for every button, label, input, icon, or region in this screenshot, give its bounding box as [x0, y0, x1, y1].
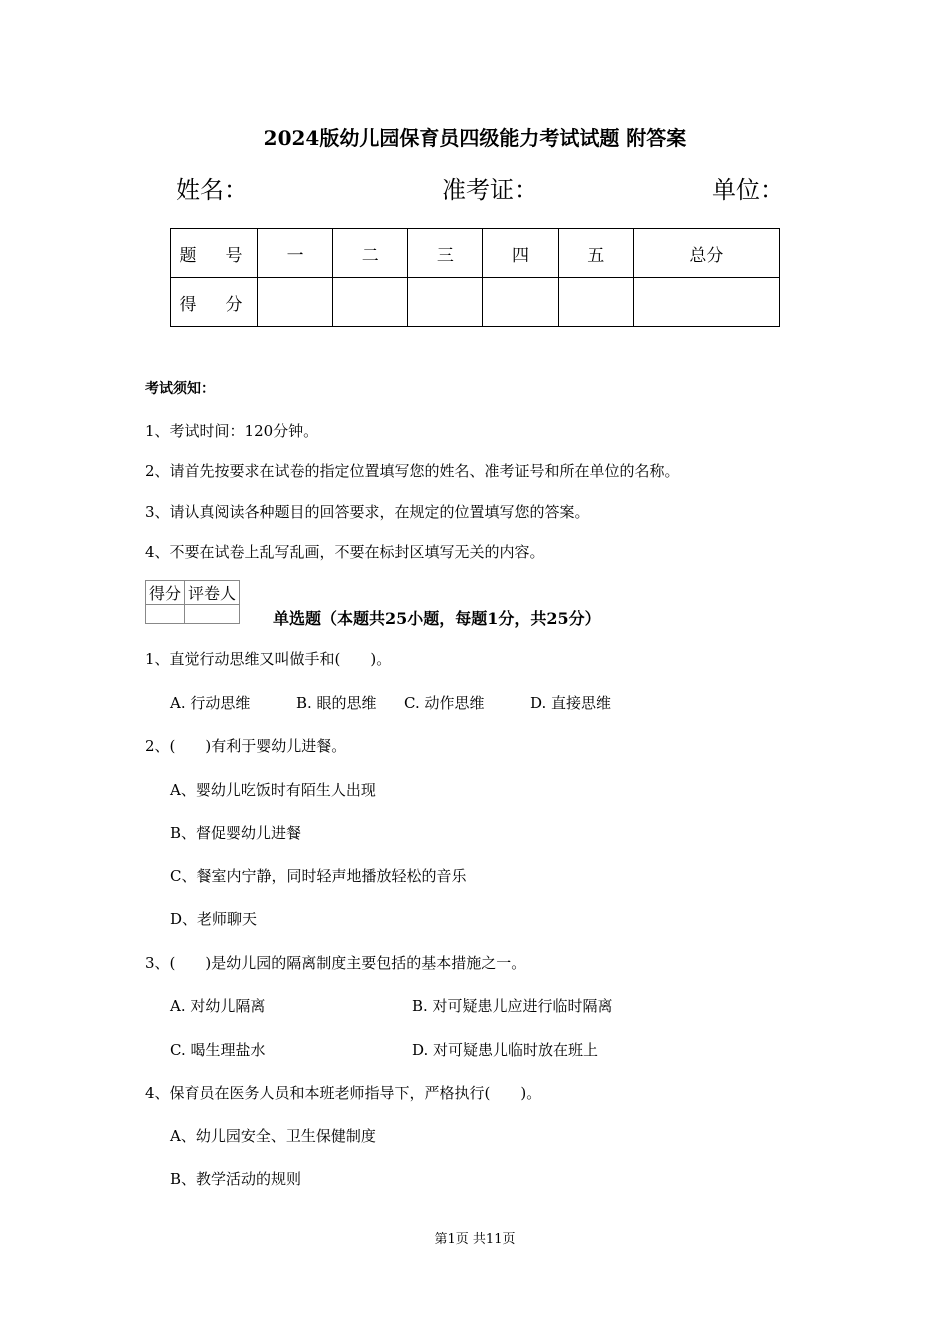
- score-table: [170, 228, 780, 327]
- question-2-option-c[interactable]: C、餐室内宁静，同时轻声地播放轻松的音乐: [170, 867, 467, 885]
- question-1-option-c[interactable]: C. 动作思维: [404, 694, 485, 712]
- question-2-option-d[interactable]: D、老师聊天: [170, 910, 258, 928]
- question-3-option-c[interactable]: C. 喝生理盐水: [170, 1041, 266, 1059]
- question-2-option-a[interactable]: A、婴幼儿吃饭时有陌生人出现: [170, 781, 376, 799]
- notice-item: 4、不要在试卷上乱写乱画，不要在标封区填写无关的内容。: [145, 543, 545, 561]
- unit-field-label: 单位：: [712, 176, 784, 204]
- notice-item: 3、请认真阅读各种题目的回答要求，在规定的位置填写您的答案。: [145, 503, 590, 521]
- score-table-cell: 四: [483, 229, 558, 278]
- section-title: 单选题（本题共25小题，每题1分，共25分）: [273, 609, 601, 628]
- question-1-stem: 1、直觉行动思维又叫做手和( )。: [145, 650, 392, 668]
- notice-item: 1、考试时间：120分钟。: [145, 422, 319, 440]
- name-field-label: 姓名：: [176, 176, 248, 204]
- document-title: 2024版幼儿园保育员四级能力考试试题 附答案: [263, 126, 687, 150]
- question-1-option-b[interactable]: B. 眼的思维: [296, 694, 377, 712]
- grader-score-label: 得分: [146, 581, 185, 605]
- question-1-option-d[interactable]: D. 直接思维: [530, 694, 612, 712]
- score-table-cell: 五: [558, 229, 633, 278]
- question-3-option-d[interactable]: D. 对可疑患儿临时放在班上: [412, 1041, 599, 1059]
- exam-number-field-label: 准考证：: [442, 176, 538, 204]
- page-footer: 第1页 共11页: [434, 1232, 516, 1247]
- score-entry-cell[interactable]: [408, 278, 483, 327]
- question-4-option-b[interactable]: B、教学活动的规则: [170, 1170, 302, 1188]
- score-entry-cell[interactable]: [258, 278, 333, 327]
- question-3-stem: 3、( )是幼儿园的隔离制度主要包括的基本措施之一。: [145, 954, 527, 972]
- score-table-cell: 得 分: [171, 278, 258, 327]
- score-entry-cell[interactable]: [558, 278, 633, 327]
- question-4-option-a[interactable]: A、幼儿园安全、卫生保健制度: [170, 1127, 376, 1145]
- question-4-stem: 4、保育员在医务人员和本班老师指导下，严格执行( )。: [145, 1084, 542, 1102]
- score-table-cell: 二: [333, 229, 408, 278]
- notice-item: 2、请首先按要求在试卷的指定位置填写您的姓名、准考证号和所在单位的名称。: [145, 462, 680, 480]
- question-1-option-a[interactable]: A. 行动思维: [170, 694, 251, 712]
- grader-name-label: 评卷人: [185, 581, 240, 605]
- score-entry-cell[interactable]: [633, 278, 779, 327]
- notice-heading: 考试须知：: [145, 381, 215, 397]
- score-table-cell: 题 号: [171, 229, 258, 278]
- score-table-cell: 总分: [633, 229, 779, 278]
- score-table-score-row: [171, 278, 780, 327]
- grader-box: [145, 580, 240, 624]
- question-3-option-a[interactable]: A. 对幼儿隔离: [170, 997, 266, 1015]
- question-3-option-b[interactable]: B. 对可疑患儿应进行临时隔离: [412, 997, 613, 1015]
- score-entry-cell[interactable]: [333, 278, 408, 327]
- question-2-stem: 2、( )有利于婴幼儿进餐。: [145, 737, 347, 755]
- score-table-cell: 一: [258, 229, 333, 278]
- score-table-cell: 三: [408, 229, 483, 278]
- score-entry-cell[interactable]: [483, 278, 558, 327]
- grader-score-cell[interactable]: [146, 605, 185, 624]
- score-table-header-row: [171, 229, 780, 278]
- question-2-option-b[interactable]: B、督促婴幼儿进餐: [170, 824, 302, 842]
- grader-name-cell[interactable]: [185, 605, 240, 624]
